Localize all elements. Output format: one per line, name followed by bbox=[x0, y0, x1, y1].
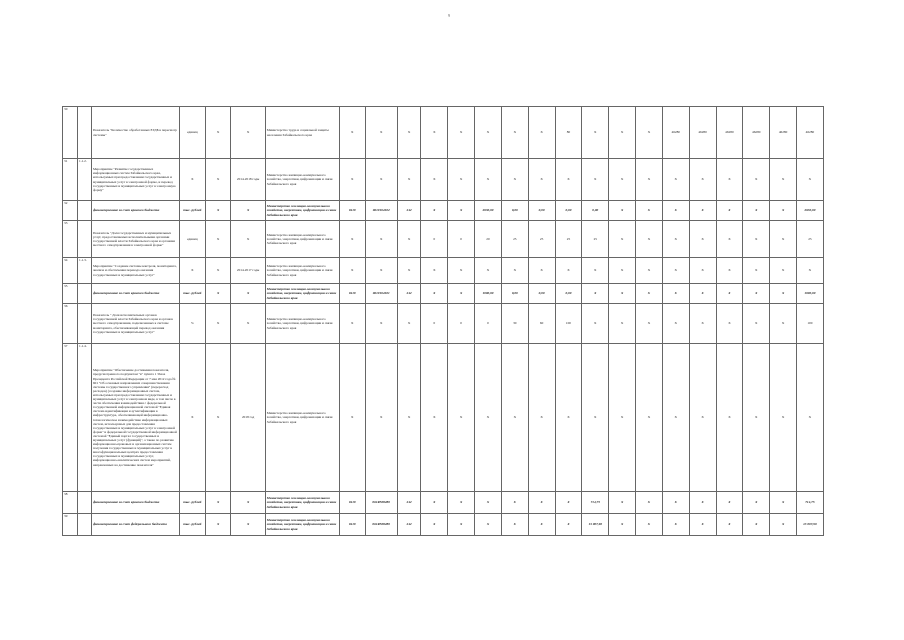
cell: Х bbox=[662, 258, 689, 284]
cell: Х bbox=[501, 107, 528, 159]
cell: 0,00 bbox=[528, 201, 555, 221]
cell: Х bbox=[205, 221, 231, 258]
cell: Х bbox=[421, 201, 448, 221]
cell: Х bbox=[555, 492, 582, 514]
cell: Х bbox=[205, 201, 231, 221]
cell: Х bbox=[582, 304, 609, 344]
cell: Х bbox=[339, 107, 365, 159]
cell: Х bbox=[689, 492, 716, 514]
cell: 714,75 bbox=[796, 492, 823, 514]
cell: тыс. рублей bbox=[179, 284, 205, 304]
row-title: финансирование за счет федерального бюджета bbox=[91, 514, 179, 536]
cell: Х bbox=[205, 344, 231, 492]
cell: Х bbox=[205, 159, 231, 201]
cell: Х bbox=[609, 304, 636, 344]
row-code bbox=[78, 284, 92, 304]
row-code: 1.1.2. bbox=[78, 159, 92, 201]
cell: Х bbox=[689, 258, 716, 284]
cell: Х bbox=[397, 258, 421, 284]
cell: Министерство труда и социальной защиты населения Забайкальского края bbox=[265, 107, 339, 159]
cell: Х bbox=[716, 514, 743, 536]
cell: Х bbox=[662, 514, 689, 536]
cell: Х bbox=[528, 492, 555, 514]
cell: 25 bbox=[796, 221, 823, 258]
row-number: 36 bbox=[63, 304, 78, 344]
cell: Х bbox=[770, 514, 797, 536]
cell: 2030,00 bbox=[475, 201, 502, 221]
cell: 2014-2017 годы bbox=[231, 258, 265, 284]
cell: Х bbox=[636, 258, 663, 284]
cell: 25 bbox=[555, 221, 582, 258]
table-row bbox=[63, 107, 854, 159]
cell: Х bbox=[716, 284, 743, 304]
cell: 2030,00 bbox=[796, 201, 823, 221]
cell: 0,00 bbox=[555, 201, 582, 221]
cell: Министерство жилищно-коммунального хозяйства, энергетики, цифровизации и связи Забайкальского края bbox=[265, 514, 339, 536]
cell: Х bbox=[662, 492, 689, 514]
cell: Х bbox=[365, 159, 397, 201]
cell: Х bbox=[796, 159, 823, 201]
cell: Министерство жилищно-коммунального хозяйства, энергетики, цифровизации и связи Забайкальского края bbox=[265, 284, 339, 304]
program-table bbox=[62, 106, 854, 536]
table-row bbox=[63, 284, 854, 304]
cell: Х bbox=[448, 258, 475, 284]
cell: Х bbox=[339, 159, 365, 201]
cell: Х bbox=[205, 514, 231, 536]
cell: 714,75 bbox=[582, 492, 609, 514]
cell: Х bbox=[205, 107, 231, 159]
cell: Х bbox=[397, 107, 421, 159]
cell: Х bbox=[743, 258, 770, 284]
cell: Министерство жилищно-коммунального хозяйства, энергетики, цифровизации и связи Забайкальского края bbox=[265, 344, 339, 492]
cell: Х bbox=[716, 344, 743, 492]
cell: Х bbox=[179, 159, 205, 201]
cell: Х bbox=[339, 258, 365, 284]
row-title: Мероприятие "Развитие государственных информационных систем Забайкальского края, используемых при предоставлении государственных и муниципальных услуг в электронной форме, и перевод государственных и муниципальных услуг в электронную форму" bbox=[91, 159, 179, 201]
cell: Х bbox=[448, 284, 475, 304]
cell: Х bbox=[397, 344, 421, 492]
cell: 25 bbox=[501, 221, 528, 258]
cell: Х bbox=[365, 221, 397, 258]
cell: Х bbox=[231, 514, 265, 536]
row-number: 39 bbox=[63, 514, 78, 536]
cell: Х bbox=[231, 221, 265, 258]
cell: Х bbox=[636, 304, 663, 344]
cell: 46280 bbox=[743, 107, 770, 159]
cell: Х bbox=[421, 284, 448, 304]
cell: Х bbox=[636, 201, 663, 221]
table-body bbox=[63, 107, 854, 536]
row-title: финансирование за счет краевого бюджета bbox=[91, 492, 179, 514]
cell: Х bbox=[662, 304, 689, 344]
table-row bbox=[63, 514, 854, 536]
row-code bbox=[78, 304, 92, 344]
cell: Х bbox=[421, 492, 448, 514]
cell: Х bbox=[609, 201, 636, 221]
cell: Министерство жилищно-коммунального хозяйства, энергетики, цифровизации и связи Забайкальского края bbox=[265, 201, 339, 221]
cell: Х bbox=[796, 344, 823, 492]
row-number: 35 bbox=[63, 284, 78, 304]
cell: Х bbox=[397, 304, 421, 344]
cell: 0 bbox=[448, 304, 475, 344]
cell: Х bbox=[609, 284, 636, 304]
cell: Х bbox=[636, 221, 663, 258]
row-number: 30 bbox=[63, 107, 78, 159]
cell: Х bbox=[501, 492, 528, 514]
cell: 46280 bbox=[689, 107, 716, 159]
table-row bbox=[63, 201, 854, 221]
cell: Х bbox=[365, 304, 397, 344]
cell: Х bbox=[555, 514, 582, 536]
cell: 46280 bbox=[716, 107, 743, 159]
cell: Х bbox=[421, 514, 448, 536]
cell: 46280 bbox=[796, 107, 823, 159]
cell: 100 bbox=[555, 304, 582, 344]
cell: 2018 год bbox=[231, 344, 265, 492]
cell: Х bbox=[770, 304, 797, 344]
cell: Х bbox=[421, 107, 448, 159]
cell: Х bbox=[582, 284, 609, 304]
cell: 46280 bbox=[662, 107, 689, 159]
cell: 0 bbox=[475, 304, 502, 344]
cell: Х bbox=[636, 514, 663, 536]
cell: Х bbox=[662, 344, 689, 492]
cell: 0 bbox=[421, 304, 448, 344]
cell: Министерство жилищно-коммунального хозяйства, энергетики, цифровизации и связи Забайкальского края bbox=[265, 492, 339, 514]
row-code bbox=[78, 514, 92, 536]
cell: Х bbox=[743, 514, 770, 536]
row-title: Показатель " Доля исполнительных органов государственной власти Забайкальского края и органов местного самоуправления, подключенных к системе мониторинга, обеспечивающей перевод оказания государственных и муниципальных услуг" bbox=[91, 304, 179, 344]
table-row bbox=[63, 492, 854, 514]
cell: Х bbox=[448, 344, 475, 492]
cell: 242 bbox=[397, 514, 421, 536]
cell: Х bbox=[448, 201, 475, 221]
row-title: Мероприятие "Обеспечение достижения показателя, предусмотренного подпунктом "в" пункта 1 Указа Президента Российской Федерации от 7 мая 2012 года № 601 "Об основных направлениях совершенствования системы государственного управления" (перерасход расходов) (создание информационных систем, используемых при предоставлении государственных и муниципальных услуг в электронном виде, в том числе в части обеспечения взаимодействия с федеральной государственной информационной системой "Единая система идентификации и аутентификации в инфраструктуре, обеспечивающей информационно-технологическое взаимодействие информационных систем, используемых для предоставления государственных и муниципальных услуг в электронной форме" и федеральной государственной информационной системой "Единый портал государственных и муниципальных услуг (функций)", а также по развитию информационно-правовых и организационных систем получения государственных и муниципальных услуг в многофункциональных центрах предоставления государственных и муниципальных услуг, информационно-аналитических систем мероприятий, направленных на достижение показателя" bbox=[91, 344, 179, 492]
cell: 0,00 bbox=[501, 201, 528, 221]
cell: Х bbox=[448, 492, 475, 514]
cell: Х bbox=[636, 344, 663, 492]
cell: Х bbox=[716, 159, 743, 201]
table-row bbox=[63, 258, 854, 284]
cell: 1000,00 bbox=[475, 284, 502, 304]
cell: 0419 bbox=[339, 201, 365, 221]
table-row bbox=[63, 221, 854, 258]
cell: Х bbox=[716, 201, 743, 221]
cell: Х bbox=[339, 221, 365, 258]
cell: Х bbox=[662, 221, 689, 258]
cell: 0 bbox=[421, 221, 448, 258]
cell: 242 bbox=[397, 201, 421, 221]
cell: Х bbox=[770, 159, 797, 201]
cell: Х bbox=[716, 304, 743, 344]
cell: Х bbox=[448, 514, 475, 536]
cell: Х bbox=[475, 107, 502, 159]
cell: 242 bbox=[397, 492, 421, 514]
cell: Х bbox=[636, 284, 663, 304]
cell: Х bbox=[582, 258, 609, 284]
cell: 2014-2018 годы bbox=[231, 159, 265, 201]
cell: 13 007,90 bbox=[796, 514, 823, 536]
cell: Х bbox=[555, 344, 582, 492]
cell: Х bbox=[475, 514, 502, 536]
cell: Х bbox=[689, 344, 716, 492]
cell: Х bbox=[528, 107, 555, 159]
cell: 0610104021 bbox=[365, 284, 397, 304]
cell: 25 bbox=[528, 221, 555, 258]
row-number: 33 bbox=[63, 221, 78, 258]
cell: Х bbox=[609, 492, 636, 514]
cell: Х bbox=[205, 304, 231, 344]
row-number: 34 bbox=[63, 258, 78, 284]
cell: 46280 bbox=[770, 107, 797, 159]
cell: 80 bbox=[555, 107, 582, 159]
cell: Х bbox=[365, 344, 397, 492]
cell: Х bbox=[689, 284, 716, 304]
cell: Х bbox=[339, 304, 365, 344]
cell: Х bbox=[475, 258, 502, 284]
row-title: финансирование за счет краевого бюджета bbox=[91, 201, 179, 221]
cell: единиц bbox=[179, 221, 205, 258]
cell: Х bbox=[339, 344, 365, 492]
cell: Х bbox=[528, 258, 555, 284]
cell: 0,00 bbox=[528, 284, 555, 304]
cell: Министерство жилищно-коммунального хозяйства, энергетики, цифровизации и связи Забайкальского края bbox=[265, 221, 339, 258]
cell: Министерство жилищно-коммунального хозяйства, энергетики, цифровизации и связи Забайкальского края bbox=[265, 159, 339, 201]
cell: Х bbox=[448, 107, 475, 159]
row-number: 31 bbox=[63, 159, 78, 201]
cell: Х bbox=[421, 258, 448, 284]
cell: Х bbox=[636, 159, 663, 201]
cell: Х bbox=[179, 258, 205, 284]
cell: 0 bbox=[448, 221, 475, 258]
cell: Х bbox=[448, 159, 475, 201]
cell: 20 bbox=[475, 221, 502, 258]
cell: Х bbox=[528, 344, 555, 492]
cell: Х bbox=[609, 107, 636, 159]
cell: Х bbox=[796, 258, 823, 284]
cell: Х bbox=[231, 492, 265, 514]
cell: Х bbox=[609, 514, 636, 536]
cell: Х bbox=[770, 258, 797, 284]
row-code: 1.1.4. bbox=[78, 344, 92, 492]
cell: % bbox=[179, 304, 205, 344]
cell: Х bbox=[716, 258, 743, 284]
cell: 60 bbox=[528, 304, 555, 344]
cell: Х bbox=[501, 258, 528, 284]
cell: Х bbox=[582, 159, 609, 201]
cell: Х bbox=[501, 159, 528, 201]
cell: 0610104022 bbox=[365, 201, 397, 221]
cell: Х bbox=[770, 344, 797, 492]
cell: 100 bbox=[796, 304, 823, 344]
cell: Х bbox=[397, 221, 421, 258]
cell: Х bbox=[743, 284, 770, 304]
cell: 0,00 bbox=[555, 284, 582, 304]
cell: Х bbox=[475, 159, 502, 201]
cell: Х bbox=[609, 258, 636, 284]
cell: Х bbox=[231, 107, 265, 159]
cell: Х bbox=[662, 159, 689, 201]
cell: Х bbox=[636, 492, 663, 514]
row-number: 37 bbox=[63, 344, 78, 492]
cell: Х bbox=[475, 344, 502, 492]
cell: Х bbox=[231, 304, 265, 344]
row-title: финансирование за счет краевого бюджета bbox=[91, 284, 179, 304]
cell: тыс. рублей bbox=[179, 492, 205, 514]
cell: Х bbox=[609, 221, 636, 258]
cell: Х bbox=[743, 344, 770, 492]
row-number: 32 bbox=[63, 201, 78, 221]
row-number: 38 bbox=[63, 492, 78, 514]
cell: 061R508280 bbox=[365, 492, 397, 514]
cell: Х bbox=[770, 492, 797, 514]
cell: 30 bbox=[501, 304, 528, 344]
cell: Х bbox=[205, 284, 231, 304]
cell: Х bbox=[609, 344, 636, 492]
cell: 0419 bbox=[339, 514, 365, 536]
cell: Х bbox=[501, 514, 528, 536]
cell: Х bbox=[689, 514, 716, 536]
cell: 0419 bbox=[339, 492, 365, 514]
row-code bbox=[78, 492, 92, 514]
cell: Х bbox=[743, 201, 770, 221]
cell: 0419 bbox=[339, 284, 365, 304]
cell: Х bbox=[689, 201, 716, 221]
cell: 13 007,90 bbox=[582, 514, 609, 536]
table-row bbox=[63, 344, 854, 492]
cell: Х bbox=[770, 201, 797, 221]
page-number: 9 bbox=[448, 13, 450, 18]
cell: единиц bbox=[179, 107, 205, 159]
cell: Х bbox=[475, 492, 502, 514]
cell: Х bbox=[528, 514, 555, 536]
cell: Х bbox=[743, 221, 770, 258]
cell: 242 bbox=[397, 284, 421, 304]
row-title: Показатель "Доля государственных и муниципальных услуг, предоставляемых исполнительными органами государственной власти Забайкальского края и органами местного самоуправления в электронной форме" bbox=[91, 221, 179, 258]
cell: Министерство жилищно-коммунального хозяйства, энергетики, цифровизации и связи Забайкальского края bbox=[265, 304, 339, 344]
cell: Х bbox=[501, 344, 528, 492]
row-code bbox=[78, 107, 92, 159]
cell: Х bbox=[555, 159, 582, 201]
cell: Х bbox=[689, 221, 716, 258]
row-title: Показатель "Количество обработанных ЕГДБ в пересмотр системы" bbox=[91, 107, 179, 159]
cell: Х bbox=[636, 107, 663, 159]
cell: Х bbox=[582, 344, 609, 492]
cell: Х bbox=[365, 258, 397, 284]
cell: Х bbox=[743, 159, 770, 201]
cell: 1000,00 bbox=[796, 284, 823, 304]
cell: Х bbox=[421, 344, 448, 492]
cell: Х bbox=[689, 304, 716, 344]
cell: тыс. рублей bbox=[179, 201, 205, 221]
row-code bbox=[78, 201, 92, 221]
cell: тыс. рублей bbox=[179, 514, 205, 536]
table-row bbox=[63, 304, 854, 344]
cell: Х bbox=[528, 159, 555, 201]
cell: Х bbox=[743, 304, 770, 344]
cell: 0,00 bbox=[501, 284, 528, 304]
cell: Х bbox=[609, 159, 636, 201]
cell: Х bbox=[231, 284, 265, 304]
cell: Х bbox=[205, 492, 231, 514]
cell: Х bbox=[689, 159, 716, 201]
cell: Х bbox=[179, 344, 205, 492]
cell: Х bbox=[205, 258, 231, 284]
cell: Х bbox=[231, 201, 265, 221]
cell: Х bbox=[743, 492, 770, 514]
cell: 061R508280 bbox=[365, 514, 397, 536]
cell: Х bbox=[582, 107, 609, 159]
cell: Х bbox=[397, 159, 421, 201]
table-row bbox=[63, 159, 854, 201]
cell: 0,00 bbox=[582, 201, 609, 221]
row-code: 1.1.3. bbox=[78, 258, 92, 284]
cell: Х bbox=[365, 107, 397, 159]
cell: Х bbox=[770, 284, 797, 304]
cell: Х bbox=[662, 284, 689, 304]
cell: Х bbox=[555, 258, 582, 284]
row-title: Мероприятие "Создание системы контроля, мониторинга, анализа и обеспечения перевода оказания государственных и муниципальных услуг" bbox=[91, 258, 179, 284]
cell: Х bbox=[770, 221, 797, 258]
cell: Х bbox=[421, 159, 448, 201]
cell: Х bbox=[662, 201, 689, 221]
cell: Министерство жилищно-коммунального хозяйства, энергетики, цифровизации и связи Забайкальского края bbox=[265, 258, 339, 284]
cell: Х bbox=[716, 221, 743, 258]
cell: Х bbox=[716, 492, 743, 514]
cell: 25 bbox=[582, 221, 609, 258]
row-code bbox=[78, 221, 92, 258]
